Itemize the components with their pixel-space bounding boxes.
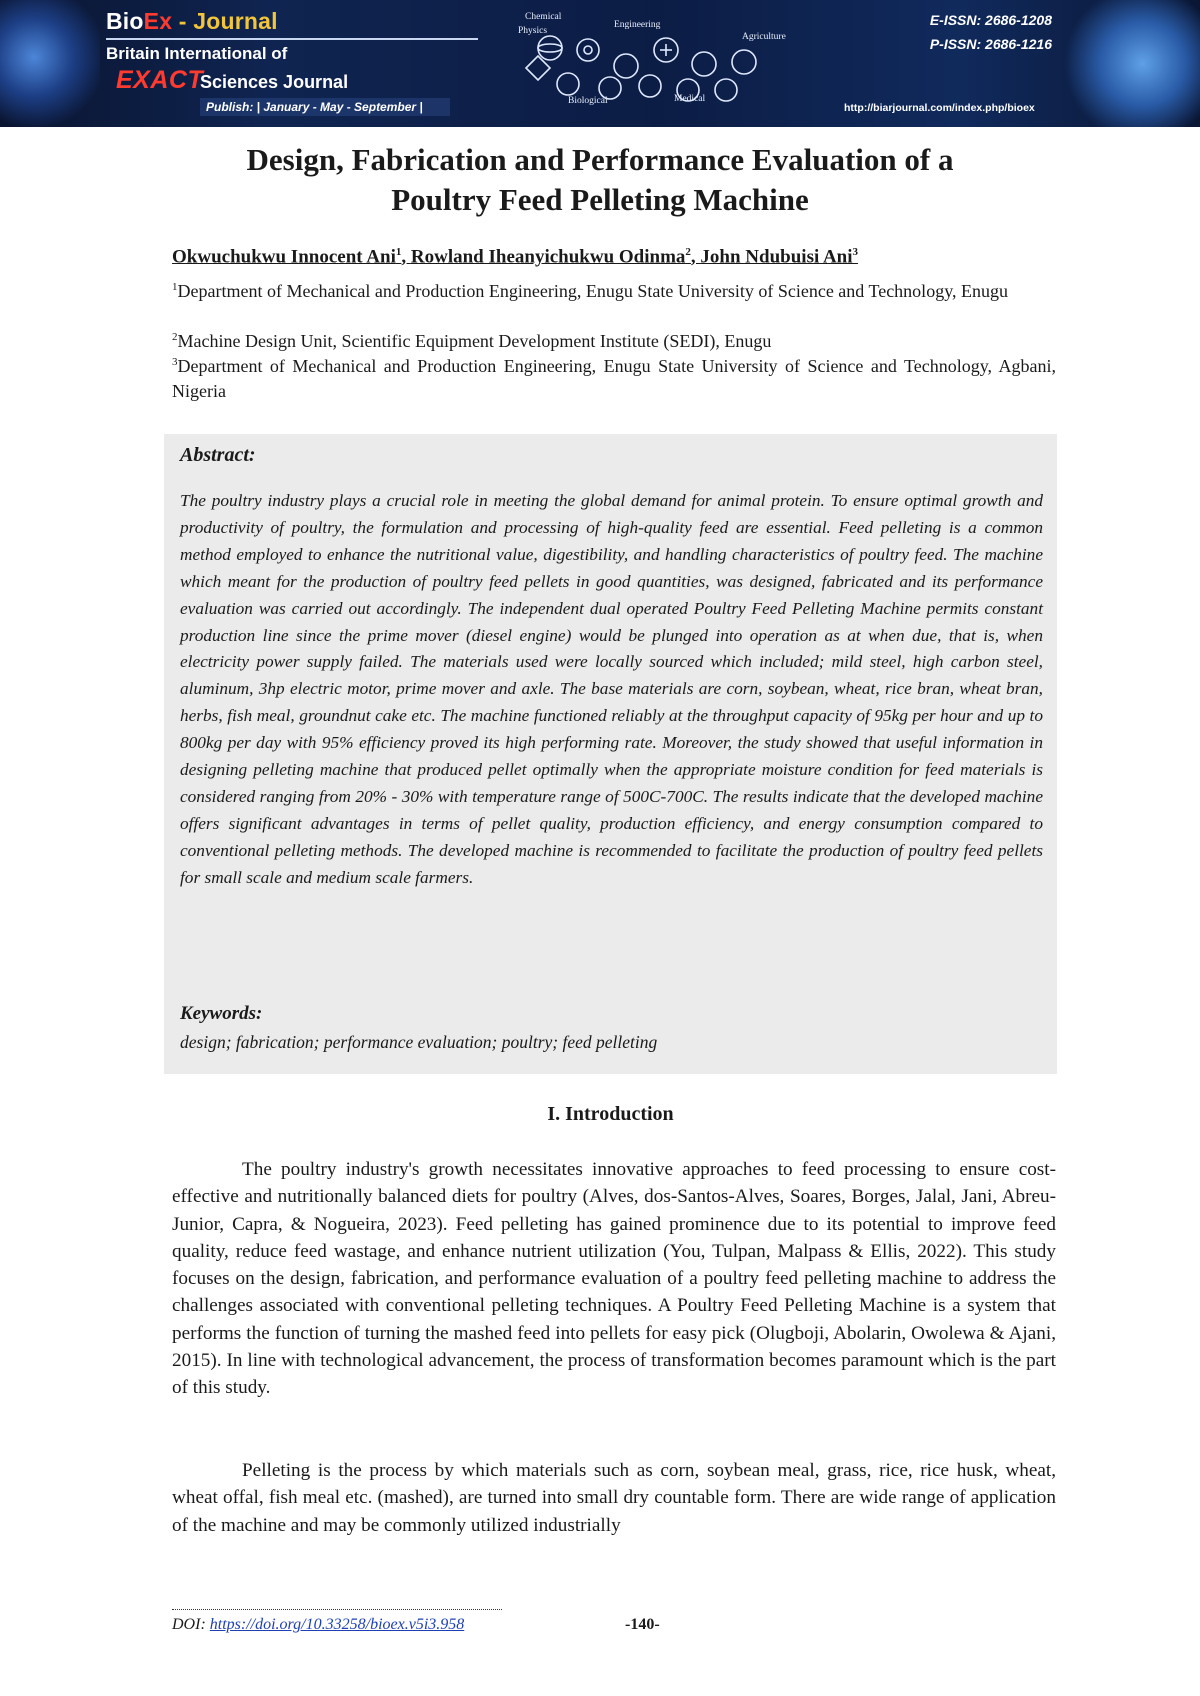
- journal-name-line1: Britain International of: [106, 44, 288, 63]
- journal-brand: BioEx - Journal: [106, 8, 278, 34]
- category-chemical: Chemical: [525, 12, 562, 22]
- atom-icon: [538, 36, 562, 60]
- gear-icon: [577, 39, 599, 61]
- category-engineering: Engineering: [614, 20, 661, 30]
- banner-decoration-left: [0, 0, 100, 127]
- footnote-rule: [172, 1609, 502, 1610]
- flask-icon: [557, 73, 579, 95]
- author-list: Okwuchukwu Innocent Ani$^1$, Rowland Iheanyichukwu Odinma$^2$, John Ndubuisi Ani$^3$: [172, 246, 859, 268]
- category-agriculture: Agriculture: [742, 32, 786, 42]
- affiliation-2: $^2$Machine Design Unit, Scientific Equipment Development Institute (SEDI), Enugu: [172, 331, 772, 351]
- title-line-2: Poultry Feed Pelleting Machine: [391, 182, 809, 217]
- journal-url[interactable]: http://biarjournal.com/index.php/bioex: [844, 102, 1035, 114]
- doi-label: DOI:: [172, 1616, 210, 1633]
- person-icon: [639, 75, 661, 97]
- affiliation-1: $^1$Department of Mechanical and Production Engineering, Enugu State University of Science and Technology, Enugu: [172, 281, 1009, 301]
- journal-banner: [0, 0, 1200, 127]
- category-biological: Biological: [568, 96, 608, 106]
- author-name: John Ndubuisi Ani: [700, 246, 853, 268]
- category-medical: Medical: [674, 94, 706, 104]
- abstract-text: The poultry industry plays a crucial role in meeting the global demand for animal protein. To ensure optimal growth and productivity of poultry, the formulation and processing of high-quality feed are essential. Feed pelleting is a common method employed to enhance the nutritional value, digestibility, and handling characteristics of poultry feed. The machine which meant for the production of poultry feed pellets in good quantities, was designed, fabricated and its performance evaluation was carried out accordingly. The independent dual operated Poultry Feed Pelleting Machine permits constant production line since the prime mover (diesel engine) would be plunged into operation as at when due, that is, when electricity power supply failed. The materials used were locally sourced which included; mild steel, high carbon steel, aluminum, 3hp electric motor, prime mover and axle. The base materials are corn, soybean, wheat, rice bran, wheat bran, herbs, fish meal, groundnut cake etc. The machine functioned reliably at the throughput capacity of 95kg per hour and up to 800kg per day with 95% efficiency proved its high performing rate. Moreover, the study showed that useful information in designing pelleting machine that produced pellet optimally when the appropriate moisture condition for feed materials is considered ranging from 20% - 30% with temperature range of 500C-700C. The results indicate that the developed machine offers significant advantages in terms of pellet quality, production efficiency, and energy consumption compared to conventional pelleting methods. The developed machine is recommended to facilitate the production of poultry feed pellets for small scale and medium scale farmers.: [180, 491, 1043, 887]
- leaf-icon: [692, 52, 716, 76]
- beaker-icon: [614, 54, 638, 78]
- title-line-1: Design, Fabrication and Performance Evaluation of a: [246, 142, 954, 177]
- body-paragraph: The poultry industry's growth necessitates innovative approaches to feed processing to ensure cost-effective and nutritionally balanced diets for poultry (Alves, dos-Santos-Alves, Soares, Borges, Jalal, Jani, Abreu-Junior, Capra, & Nogueira, 2023). Feed pelleting has gained prominence due to its potential to improve feed quality, reduce feed wastage, and enhance nutrient utilization (You, Tulpan, Malpass & Ellis, 2022). This study focuses on the design, fabrication, and performance evaluation of a poultry feed pelleting machine to address the challenges associated with conventional pelleting techniques. A Poultry Feed Pelleting Machine is a system that performs the function of turning the mashed feed into pellets for easy pick (Olugboji, Abolarin, Owolewa & Ajani, 2015). In line with technological advancement, the process of transformation becomes paramount which is the part of this study.: [172, 1159, 1056, 1399]
- publish-schedule: Publish: | January - May - September |: [206, 100, 423, 114]
- author-name: Rowland Iheanyichukwu Odinma: [410, 246, 686, 268]
- pissn: P-ISSN: 2686-1216: [929, 36, 1052, 52]
- abstract-heading: Abstract:: [180, 444, 256, 466]
- body-paragraph: Pelleting is the process by which materials such as corn, soybean meal, grass, rice, rice husk, wheat, wheat offal, fish meal etc. (mashed), are turned into small dry countable form. There are wide range of application of the machine and may be commonly utilized industrially: [172, 1460, 1056, 1536]
- banner-decoration-right: [1060, 0, 1200, 127]
- banner-rule: [106, 38, 478, 40]
- affiliation-3: $^3$Department of Mechanical and Production Engineering, Enugu State University of Science and Technology, Agbani, Nigeria: [172, 356, 1056, 401]
- eissn: E-ISSN: 2686-1208: [929, 12, 1052, 28]
- doi-line: [172, 1616, 464, 1634]
- tools-icon: [715, 79, 737, 101]
- journal-name-sciences: Sciences Journal: [200, 72, 349, 92]
- journal-name-exact: EXACT: [116, 66, 204, 94]
- author-name: Okwuchukwu Innocent Ani: [172, 246, 396, 268]
- page-number: -140-: [625, 1616, 660, 1633]
- doi-link[interactable]: https://doi.org/10.33258/bioex.v5i3.958: [209, 1616, 465, 1633]
- plant-icon: [732, 50, 756, 74]
- category-physics: Physics: [518, 26, 548, 36]
- atom-orbit-icon: [538, 44, 562, 52]
- paper-title: [160, 140, 1040, 220]
- magnifier-icon: [599, 77, 621, 99]
- gear-center-icon: [584, 46, 592, 54]
- section-heading-introduction: I. Introduction: [547, 1103, 674, 1125]
- heart-icon: [677, 79, 699, 101]
- keywords-heading: Keywords:: [180, 1003, 263, 1024]
- keywords-text: design; fabrication; performance evaluation; poultry; feed pelleting: [180, 1032, 658, 1052]
